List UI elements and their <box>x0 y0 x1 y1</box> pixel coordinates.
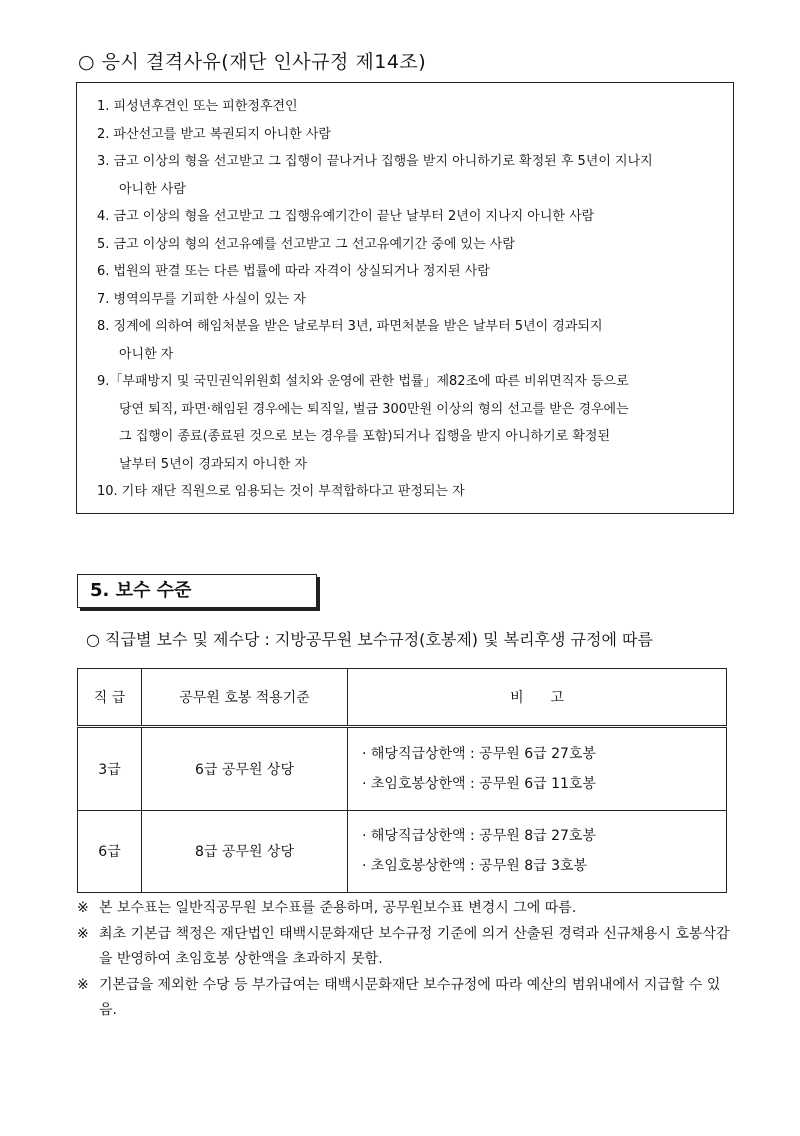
disqualification-title: ○ 응시 결격사유(재단 인사규정 제14조) <box>78 51 427 73</box>
footnote <box>77 973 732 1023</box>
note-line: · 해당직급상한액 : 공무원 8급 27호봉 <box>362 828 596 845</box>
list-item-text-cont: 날부터 5년이 경과되지 아니한 자 <box>119 456 308 472</box>
list-item <box>97 368 721 478</box>
header-basis: 공무원 호봉 적용기준 <box>142 669 348 727</box>
list-item-text-cont: 당연 퇴직, 파면·해임된 경우에는 퇴직일, 벌금 300만원 이상의 형의 선고를 받은 경우에는 <box>119 401 629 417</box>
cell-notes <box>348 727 727 811</box>
note-line: · 해당직급상한액 : 공무원 6급 27호봉 <box>362 745 596 762</box>
reference-mark: ※ <box>77 926 89 942</box>
footnotes <box>77 896 732 1024</box>
header-notes: 비 고 <box>348 669 727 727</box>
salary-table <box>77 668 727 893</box>
footnote-text: 최초 기본급 책정은 재단법인 태백시문화재단 보수규정 기준에 의거 산출된 경력과 신규채용시 호봉삭감을 반영하여 초임호봉 상한액을 초과하지 못함. <box>99 926 730 967</box>
table-header-row <box>78 669 727 727</box>
list-item <box>97 478 721 506</box>
footnote <box>77 922 732 972</box>
list-item-text: 2. 파산선고를 받고 복권되지 아니한 사람 <box>97 126 331 142</box>
table-row <box>78 810 727 892</box>
list-item <box>97 93 721 121</box>
list-item <box>97 313 721 368</box>
reference-mark: ※ <box>77 977 89 993</box>
header-grade: 직 급 <box>78 669 142 727</box>
cell-basis: 8급 공무원 상당 <box>142 810 348 892</box>
footnote-text: 기본급을 제외한 수당 등 부가급여는 태백시문화재단 보수규정에 따라 예산의 범위내에서 지급할 수 있음. <box>99 977 721 1018</box>
disqualification-box <box>76 82 734 514</box>
list-item-text-cont: 그 집행이 종료(종료된 것으로 보는 경우를 포함)되거나 집행을 받지 아니하기로 확정된 <box>119 429 610 444</box>
footnote <box>77 896 732 921</box>
list-item-text: 3. 금고 이상의 형을 선고받고 그 집행이 끝나거나 집행을 받지 아니하기로 확정된 후 5년이 지나지 <box>97 154 653 169</box>
list-item-text: 4. 금고 이상의 형을 선고받고 그 집행유예기간이 끝난 날부터 2년이 지나지 아니한 사람 <box>97 209 595 224</box>
list-item <box>97 203 721 231</box>
cell-grade: 6급 <box>78 810 142 892</box>
cell-basis: 6급 공무원 상당 <box>142 727 348 811</box>
salary-subtitle: ○ 직급별 보수 및 제수당 : 지방공무원 보수규정(호봉제) 및 복리후생 규정에 따름 <box>86 630 653 649</box>
cell-notes <box>348 810 727 892</box>
reference-mark: ※ <box>77 900 89 916</box>
list-item <box>97 231 721 259</box>
list-item-text: 10. 기타 재단 직원으로 임용되는 것이 부적합하다고 판정되는 자 <box>97 484 465 499</box>
list-item <box>97 148 721 203</box>
table-row <box>78 727 727 811</box>
list-item <box>97 258 721 286</box>
list-item-text: 9.「부패방지 및 국민권익위원회 설치와 운영에 관한 법률」제82조에 따른 비위면직자 등으로 <box>97 374 629 389</box>
list-item-text-cont: 아니한 사람 <box>119 181 186 197</box>
salary-heading: 5. 보수 수준 <box>77 574 317 608</box>
list-item-text: 1. 피성년후견인 또는 피한정후견인 <box>97 99 298 114</box>
list-item-text: 7. 병역의무를 기피한 사실이 있는 자 <box>97 291 306 307</box>
list-item-text: 8. 징계에 의하여 해임처분을 받은 날로부터 3년, 파면처분을 받은 날부터 5년이 경과되지 <box>97 319 603 334</box>
list-item-text: 5. 금고 이상의 형의 선고유예를 선고받고 그 선고유예기간 중에 있는 사람 <box>97 236 515 252</box>
cell-grade: 3급 <box>78 727 142 811</box>
list-item <box>97 121 721 149</box>
note-line: · 초임호봉상한액 : 공무원 6급 11호봉 <box>362 775 596 792</box>
footnote-text: 본 보수표는 일반직공무원 보수표를 준용하며, 공무원보수표 변경시 그에 따름. <box>99 900 577 916</box>
list-item-text-cont: 아니한 자 <box>119 346 174 362</box>
list-item-text: 6. 법원의 판결 또는 다른 법률에 따라 자격이 상실되거나 정지된 사람 <box>97 264 490 279</box>
list-item <box>97 286 721 314</box>
note-line: · 초임호봉상한액 : 공무원 8급 3호봉 <box>362 858 588 875</box>
